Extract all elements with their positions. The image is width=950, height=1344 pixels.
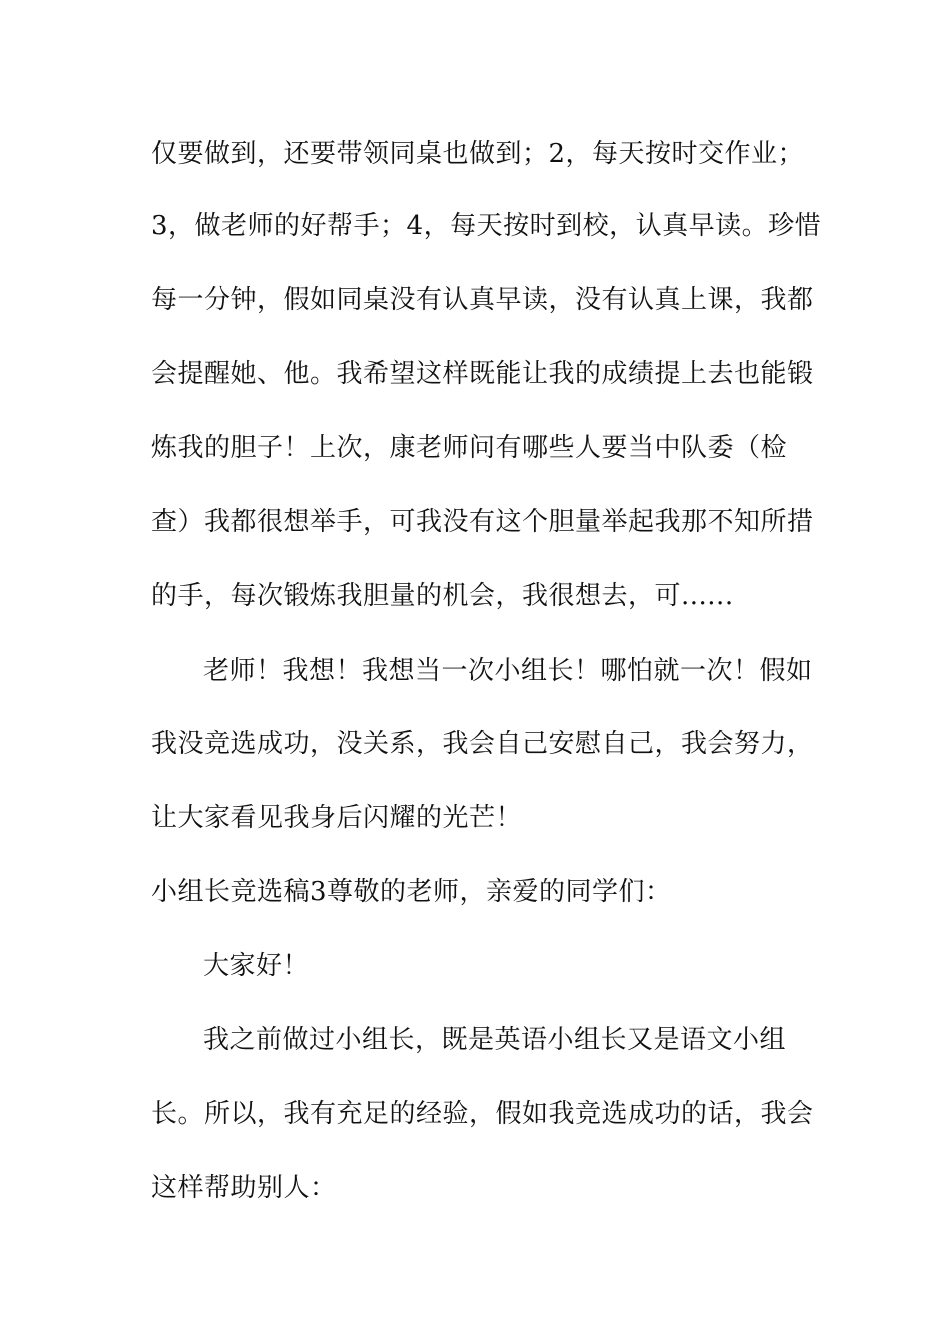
text-line: 这样帮助别人： <box>151 1173 337 1203</box>
text-line: 让大家看见我身后闪耀的光芒！ <box>151 803 523 833</box>
greeting-line: 大家好！ <box>203 951 310 981</box>
text-line: 查）我都很想举手，可我没有这个胆量举起我那不知所措 <box>151 507 814 537</box>
text-line: 每一分钟，假如同桌没有认真早读，没有认真上课，我都 <box>151 285 814 315</box>
paragraph-start-line: 老师！我想！我想当一次小组长！哪怕就一次！假如 <box>203 656 813 686</box>
text-line: 3，做老师的好帮手；4，每天按时到校，认真早读。珍惜 <box>151 211 822 241</box>
section-heading-line: 小组长竞选稿3尊敬的老师，亲爱的同学们： <box>151 877 672 907</box>
text-line: 炼我的胆子！上次，康老师问有哪些人要当中队委（检 <box>151 433 788 463</box>
text-line: 会提醒她、他。我希望这样既能让我的成绩提上去也能锻 <box>151 359 814 389</box>
text-line: 的手，每次锻炼我胆量的机会，我很想去，可...... <box>151 581 734 611</box>
text-line: 长。所以，我有充足的经验，假如我竞选成功的话，我会 <box>151 1099 814 1129</box>
paragraph-start-line: 我之前做过小组长，既是英语小组长又是语文小组 <box>203 1025 787 1055</box>
text-line: 我没竞选成功，没关系，我会自己安慰自己，我会努力， <box>151 729 814 759</box>
text-line: 仅要做到，还要带领同桌也做到；2，每天按时交作业； <box>151 139 805 169</box>
